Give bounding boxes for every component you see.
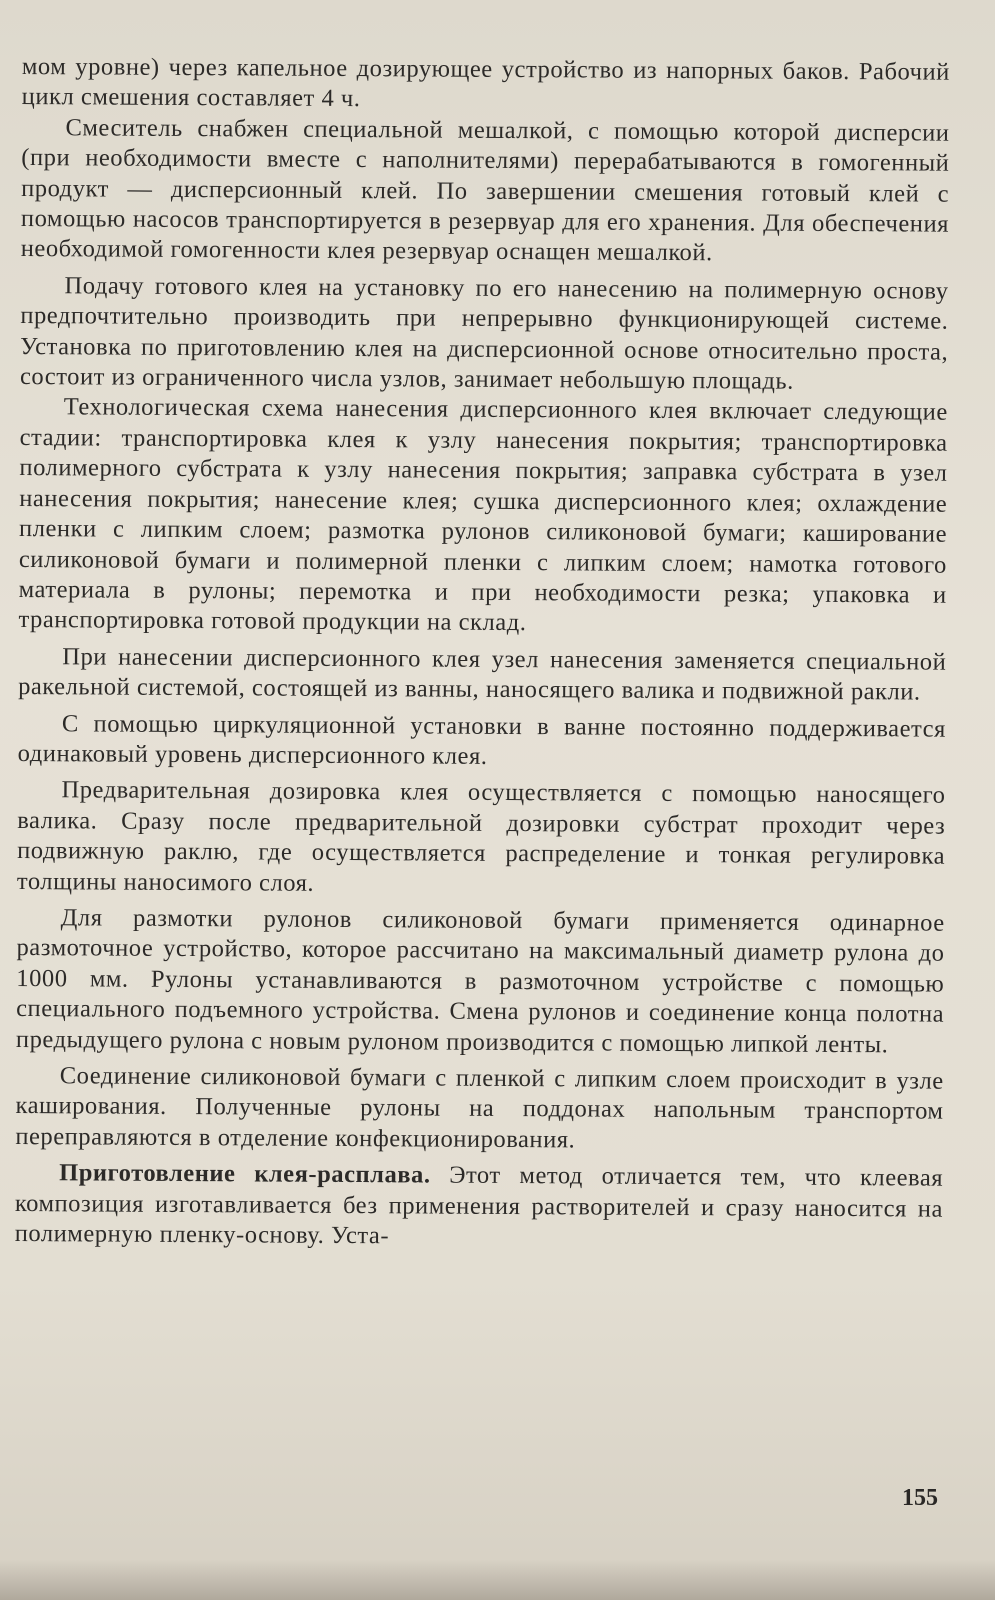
paragraph-9: Соединение силиконовой бумаги с пленкой с липким слоем происходит в узле каширования. Полученные рулоны на поддонах напольным транспортом переправляются в отделение конфекционирования. [15,1062,944,1154]
paragraph-3: Подачу готового клея на установку по его нанесению на полимерную основу предпочтительно производить при непрерывно функционирующей системе. Установка по приготовлению клея на дисперсионной основе относительно проста, состоит из ограниченного числа узлов, занимает небольшую площадь. [19,272,949,395]
body-text [15,52,950,1255]
paragraph-10 [15,1158,944,1255]
page-bottom-shadow [0,1560,995,1600]
section-heading-inline: Приготовление клея-расплава. [59,1159,431,1189]
paragraph-6: С помощью циркуляционной установки в ванне постоянно поддерживается одинаковый уровень дисперсионного клея. [17,709,946,770]
paragraph-1: мом уровне) через капельное дозирующее устройство из напорных баков. Рабочий цикл смешения составляет 4 ч. [21,52,950,113]
paragraph-4: Технологическая схема нанесения дисперсионного клея включает следующие стадии: транспортировка клея к узлу нанесения покрытия; транспортировка полимерного субстрата к узлу нанесения покрытия; заправка субстрата в узел нанесения покрытия; нанесение клея; сушка дисперсионного клея; охлаждение пленки с липким слоем; размотка рулонов силиконовой бумаги; каширование силиконовой бумаги и полимерной пленки с липким слоем; намотка готового материала в рулоны; перемотка и при необходимости резка; упаковка и транспортировка готовой продукции на склад. [18,393,948,637]
paragraph-8: Для размотки рулонов силиконовой бумаги применяется одинарное размоточное устройство, которое рассчитано на максимальный диаметр рулона до 1000 мм. Рулоны устанавливаются в размоточном устройстве с помощью специального подъемного устройства. Смена рулонов и соединение конца полотна предыдущего рулона с новым рулоном производится с помощью липкой ленты. [15,904,945,1058]
paragraph-5: При нанесении дисперсионного клея узел нанесения заменяется специальной ракельной системой, состоящей из ванны, наносящего валика и подвижной ракли. [18,642,947,706]
paragraph-10-text: Этот метод отличается тем, что клеевая композиция изготавливается без применения растворителей и сразу наносится на полимерную пленку-основу. Уста- [14,1161,944,1250]
page-number: 155 [902,1485,938,1511]
paragraph-2: Смеситель снабжен специальной мешалкой, с помощью которой дисперсии (при необходимости вместе с наполнителями) перерабатываются в гомогенный продукт — дисперсионный клей. По завершении смешения готовый клей с помощью насосов транспортируется в резервуар для его хранения. Для обеспечения необходимой гомогенности клея резервуар оснащен мешалкой. [20,114,950,267]
paragraph-7: Предварительная дозировка клея осуществляется с помощью наносящего валика. Сразу после предварительной дозировки субстрат проходит через подвижную раклю, где осуществляется распределение и тонкая регулировка толщины наносимого слоя. [16,776,946,897]
